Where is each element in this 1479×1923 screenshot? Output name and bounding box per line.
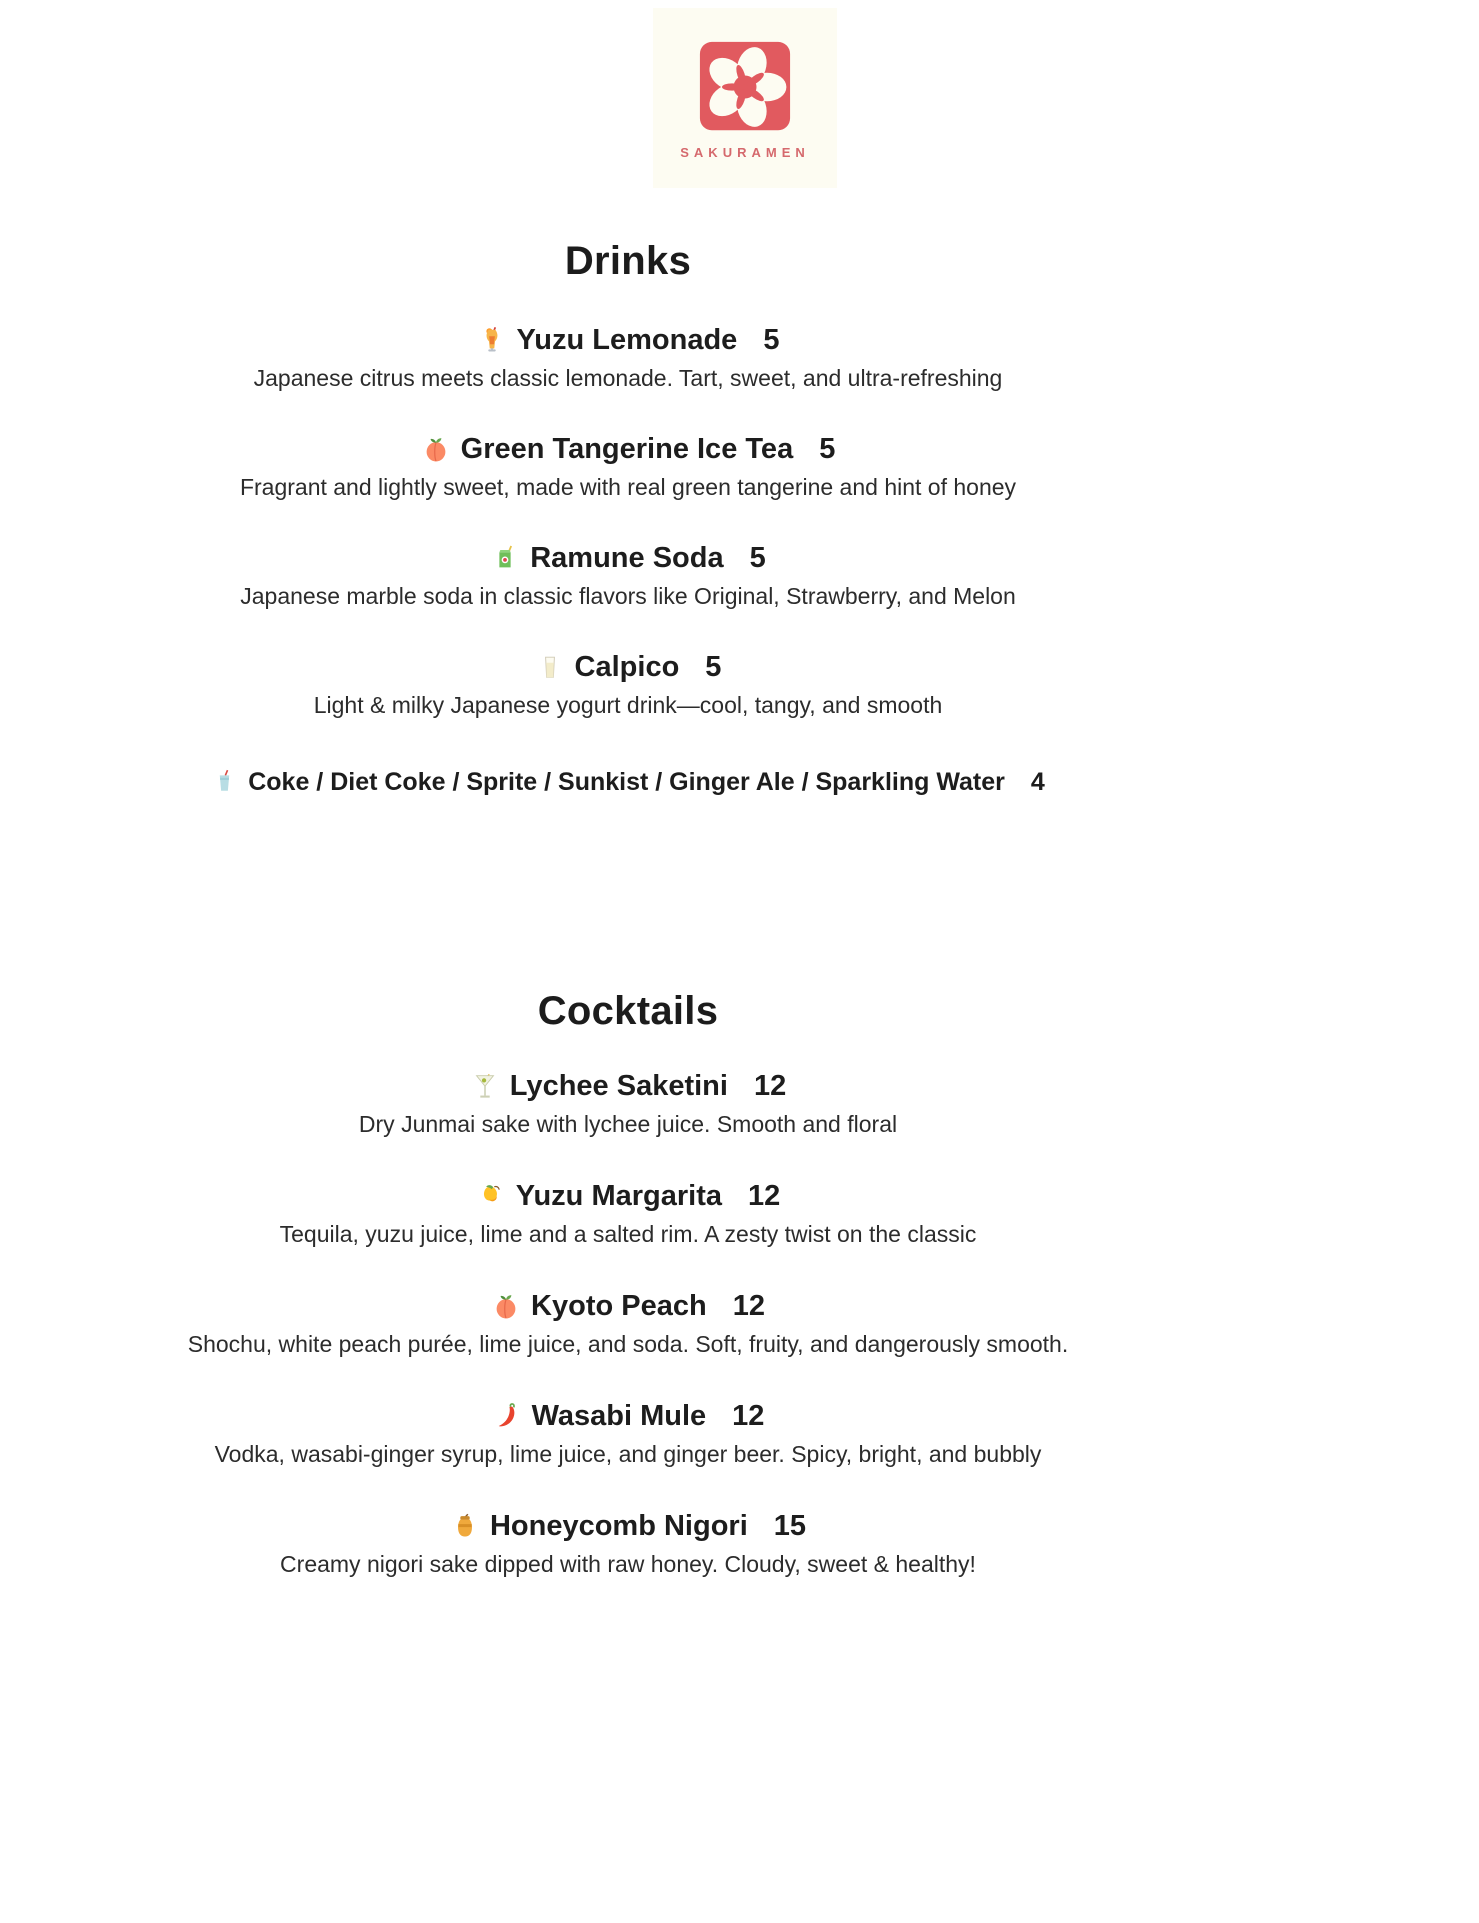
item-description: Japanese citrus meets classic lemonade. Tart, sweet, and ultra-refreshing	[253, 365, 1003, 391]
item-title	[98, 322, 1158, 358]
item-description: Light & milky Japanese yogurt drink—cool, tangy, and smooth	[313, 692, 943, 718]
menu-item-honeycomb-nigori	[98, 1508, 1158, 1579]
item-title	[98, 1178, 1158, 1214]
mango-icon	[476, 1178, 506, 1214]
tropical-drink-icon	[477, 322, 507, 358]
menu-item-yuzu-lemonade	[98, 322, 1158, 393]
item-name: Lychee Saketini	[509, 1070, 728, 1102]
item-title	[98, 1288, 1158, 1324]
item-price: 5	[705, 651, 722, 683]
item-description: Tequila, yuzu juice, lime and a salted rim. A zesty twist on the classic	[279, 1221, 977, 1247]
item-name: Ramune Soda	[530, 542, 724, 574]
section-title-cocktails: Cocktails	[537, 989, 719, 1033]
item-title	[98, 431, 1158, 467]
milk-glass-icon	[535, 649, 565, 685]
item-name: Wasabi Mule	[531, 1400, 707, 1432]
menu-item-fountain-sodas	[98, 766, 1158, 798]
item-name: Coke / Diet Coke / Sprite / Sunkist / Ginger Ale / Sparkling Water	[248, 768, 1005, 796]
item-price: 12	[732, 1400, 765, 1432]
menu-item-ramune-soda	[98, 540, 1158, 611]
menu-item-calpico	[98, 649, 1158, 720]
item-description: Fragrant and lightly sweet, made with real green tangerine and hint of honey	[239, 474, 1017, 500]
peach-icon	[421, 431, 451, 467]
item-title	[98, 1508, 1158, 1544]
item-price: 5	[763, 324, 780, 356]
item-price: 12	[732, 1290, 765, 1322]
item-price: 12	[748, 1180, 781, 1212]
cup-with-straw-icon	[211, 766, 238, 798]
item-title	[98, 1398, 1158, 1434]
item-price: 5	[819, 433, 836, 465]
restaurant-logo	[653, 8, 837, 188]
item-description: Creamy nigori sake dipped with raw honey. Cloudy, sweet & healthy!	[280, 1551, 976, 1577]
honey-pot-icon	[450, 1508, 480, 1544]
item-description: Shochu, white peach purée, lime juice, and soda. Soft, fruity, and dangerously smooth.	[187, 1331, 1069, 1357]
item-name: Calpico	[574, 651, 680, 683]
menu-item-yuzu-margarita	[98, 1178, 1158, 1249]
juice-box-icon	[490, 540, 520, 576]
item-name: Yuzu Lemonade	[516, 324, 738, 356]
item-name: Kyoto Peach	[531, 1290, 707, 1322]
item-name: Honeycomb Nigori	[489, 1510, 748, 1542]
item-price: 5	[749, 542, 766, 574]
item-description: Dry Junmai sake with lychee juice. Smooth and floral	[358, 1111, 898, 1137]
menu-item-green-tangerine-ice-tea	[98, 431, 1158, 502]
item-price: 12	[753, 1070, 787, 1102]
item-price: 15	[773, 1510, 807, 1542]
menu-item-wasabi-mule	[98, 1398, 1158, 1469]
item-description: Vodka, wasabi-ginger syrup, lime juice, and ginger beer. Spicy, bright, and bubbly	[214, 1441, 1042, 1467]
logo-wordmark: SAKURAMEN	[680, 145, 810, 160]
cocktail-glass-icon	[470, 1068, 500, 1104]
chili-pepper-icon	[492, 1398, 522, 1434]
menu-item-kyoto-peach	[98, 1288, 1158, 1359]
item-name: Yuzu Margarita	[515, 1180, 722, 1212]
section-title-drinks: Drinks	[564, 239, 692, 283]
menu-item-lychee-saketini	[98, 1068, 1158, 1139]
item-description: Japanese marble soda in classic flavors like Original, Strawberry, and Melon	[240, 583, 1016, 609]
menu-content	[98, 238, 1158, 1579]
sakura-flower-icon	[697, 41, 793, 133]
item-price: 4	[1030, 768, 1045, 796]
item-name: Green Tangerine Ice Tea	[460, 433, 794, 465]
item-title	[98, 540, 1158, 576]
item-title	[98, 1068, 1158, 1104]
peach-icon	[491, 1288, 521, 1324]
cocktails-list	[98, 1068, 1158, 1579]
item-title	[98, 649, 1158, 685]
